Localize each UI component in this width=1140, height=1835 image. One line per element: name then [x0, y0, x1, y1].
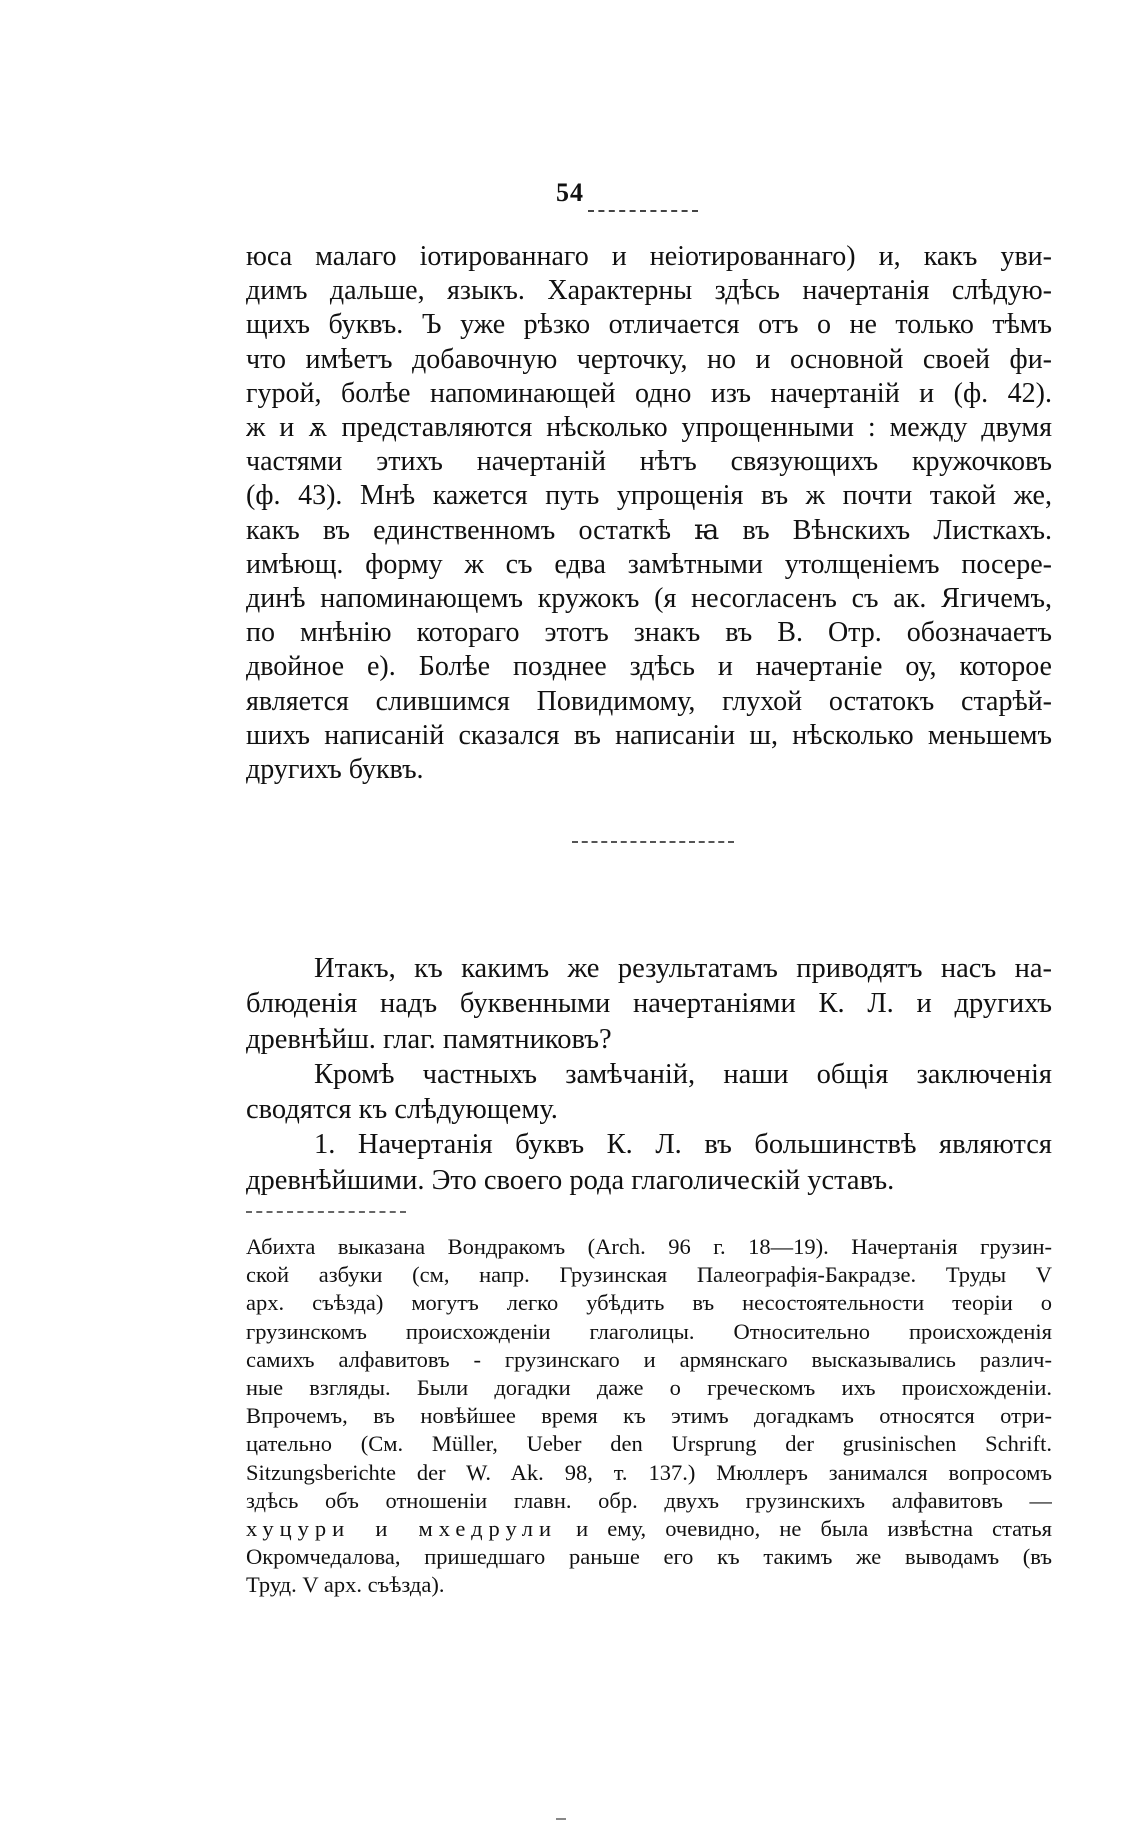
page-number: 54 [556, 178, 584, 207]
text-line: юса малаго іотированнаго и неіотированнаго) и, какъ уви- [246, 241, 1052, 272]
text-line: блюденія надъ буквенными начертаніями К. Л. и другихъ [246, 988, 1052, 1020]
main-paragraph [246, 240, 1052, 787]
text-line: другихъ буквъ. [246, 754, 424, 786]
conclusion-paragraph [246, 951, 1052, 1198]
footnote-line: Sitzungsberichte der W. Ak. 98, т. 137.) Мюллеръ занимался вопросомъ [246, 1459, 1052, 1485]
footnote-line: Окромчедалова, пришедшаго раньше его къ такимъ же выводамъ (въ [246, 1544, 1052, 1570]
footnote-line: здѣсь объ отношеніи главн. обр. двухъ грузинскихъ алфавитовъ — [246, 1487, 1052, 1513]
text-line: динѣ напоминающемъ кружокъ (я несогласенъ съ ак. Ягичемъ, [246, 583, 1052, 615]
text-line: двойное е). Болѣе позднее здѣсь и начертаніе оу, которое [246, 651, 1052, 683]
text-line: 1. Начертанія буквъ К. Л. въ большинствѣ являются [314, 1129, 1052, 1161]
text-line: Кромѣ частныхъ замѣчаній, наши общія заключенія [314, 1058, 1052, 1090]
footnote-line: Абихта выказана Вондракомъ (Arch. 96 г. 18—19). Начертанія грузин- [246, 1234, 1052, 1259]
footnote-line: самихъ алфавитовъ - грузинскаго и армянскаго высказывались различ- [246, 1346, 1052, 1372]
footnote-line: цательно (См. Müller, Ueber den Ursprung der grusinischen Schrift. [246, 1431, 1052, 1457]
text-line: димъ дальше, языкъ. Характерны здѣсь начертанія слѣдую- [246, 275, 1052, 307]
text-line: сводятся къ слѣдующему. [246, 1094, 558, 1126]
text-line: древнѣйш. глаг. памятниковъ? [246, 1023, 612, 1055]
text-line: древнѣйшими. Это своего рода глаголическій уставъ. [246, 1164, 895, 1196]
text-line: является слившимся Повидимому, глухой остатокъ старѣй- [246, 685, 1052, 717]
header-rule [588, 210, 698, 212]
footnote-line: Впрочемъ, въ новѣйшее время къ этимъ догадкамъ относятся отри- [246, 1403, 1052, 1429]
footnote-rule [246, 1211, 406, 1213]
footnote-line-rest: и ему, очевидно, не была извѣстна статья [557, 1516, 1052, 1542]
text-line: гурой, болѣе напоминающей одно изъ начертаній и (ф. 42). [246, 377, 1052, 409]
footnote-line: грузинскомъ происхожденіи глаголицы. Относительно происхожденія [246, 1318, 1052, 1344]
footnote [246, 1233, 1052, 1600]
footnote-line: ской азбуки (см, напр. Грузинская Палеографія-Бакрадзе. Труды V [246, 1262, 1052, 1288]
text-line: (ф. 43). Мнѣ кажется путь упрощенія въ ж почти такой же, [246, 480, 1052, 512]
text-line: что имѣетъ добавочную черточку, но и основной своей фи- [246, 343, 1052, 375]
spaced-alphabet-names: хуцури и мхедрули [246, 1516, 558, 1542]
text-line: частями этихъ начертаній нѣтъ связующихъ кружочковъ [246, 446, 1052, 478]
bottom-mark [556, 1818, 566, 1820]
text-line: шихъ написаній сказался въ написаніи ш, нѣсколько меньшемъ [246, 719, 1052, 751]
footnote-line [246, 1515, 1052, 1543]
text-line: Итакъ, къ какимъ же результатамъ приводятъ насъ на- [314, 953, 1052, 984]
text-line: какъ въ единственномъ остаткѣ ꙗ въ Вѣнскихъ Листкахъ. [246, 514, 1052, 546]
section-divider [572, 841, 734, 843]
footnote-line: Труд. V арх. съѣзда). [246, 1572, 445, 1598]
text-line: щихъ буквъ. Ъ уже рѣзко отличается отъ о не только тѣмъ [246, 309, 1052, 341]
text-line: ж и ѫ представляются нѣсколько упрощенными : между двумя [246, 412, 1052, 444]
footnote-line: арх. съѣзда) могутъ легко убѣдить въ несостоятельности теоріи о [246, 1290, 1052, 1316]
text-line: по мнѣнію котораго этотъ знакъ въ В. Отр. обозначаетъ [246, 617, 1052, 649]
footnote-line: ные взгляды. Были догадки даже о греческомъ ихъ происхожденіи. [246, 1375, 1052, 1401]
text-line: имѣющ. форму ж съ едва замѣтными утолщеніемъ посере- [246, 548, 1052, 580]
